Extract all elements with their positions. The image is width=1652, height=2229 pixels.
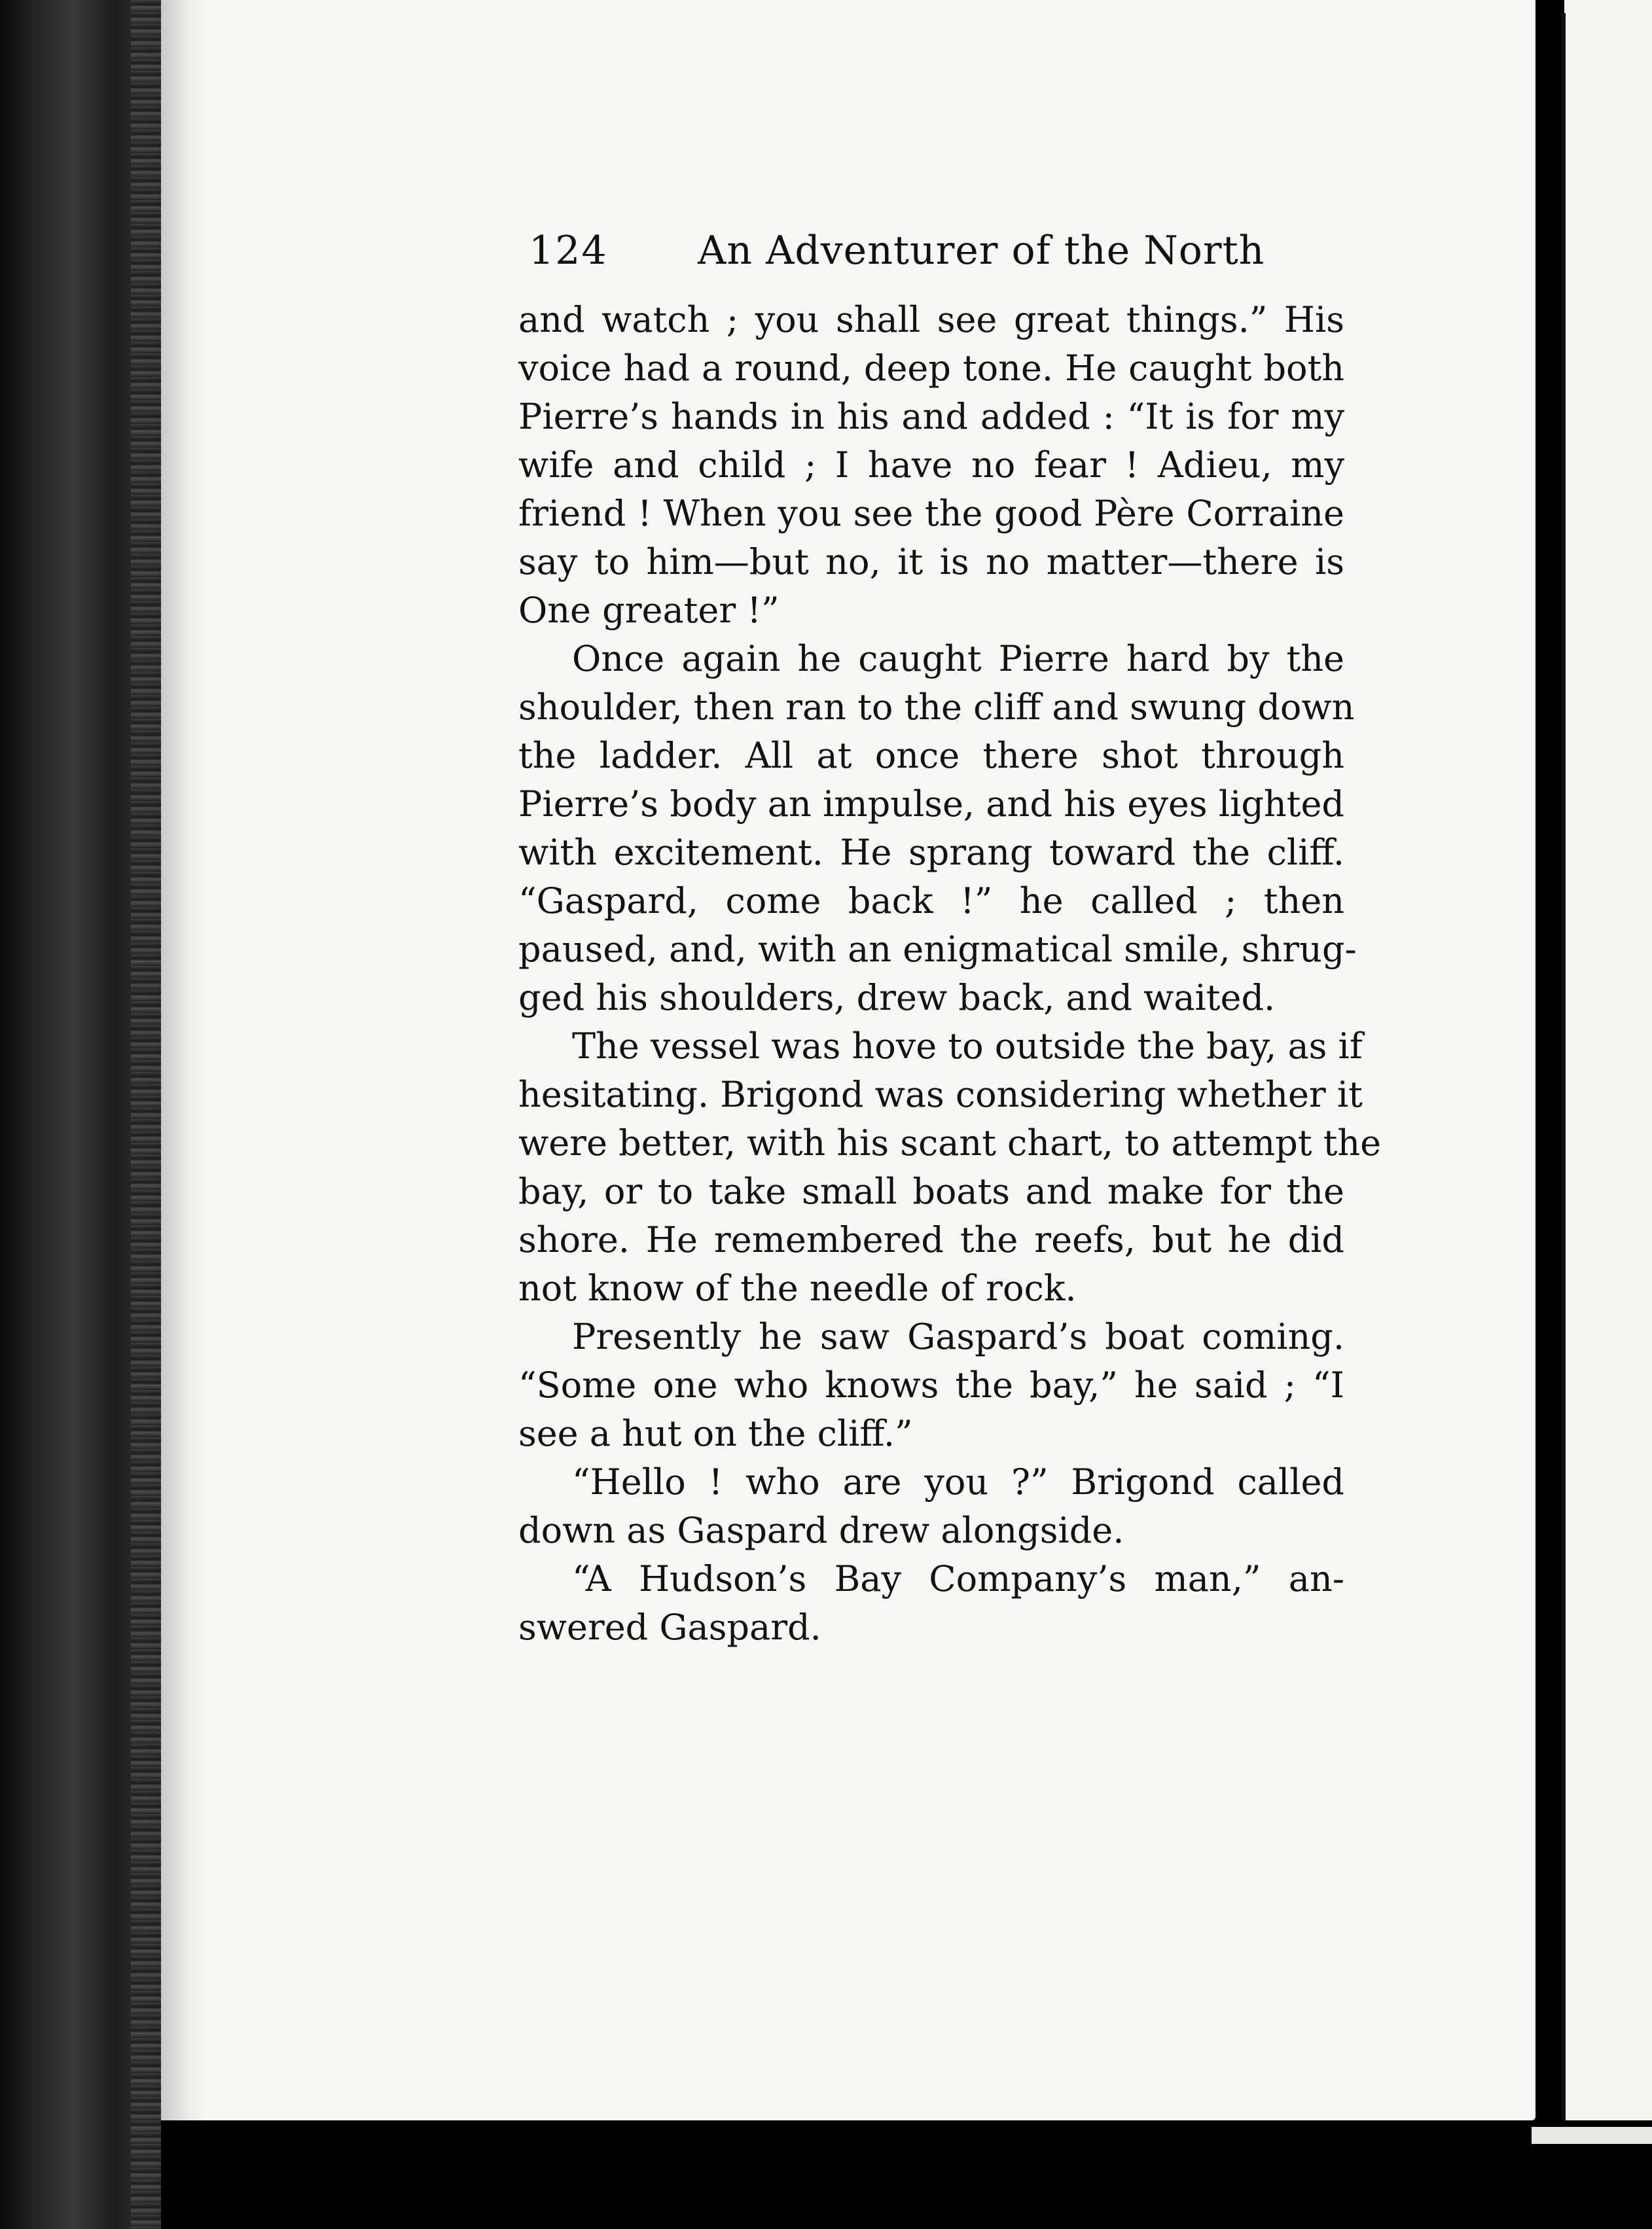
text-line: hesitating. Brigond was considering whether it — [518, 1074, 1363, 1115]
body-text — [518, 296, 1382, 1652]
text-line: not know of the needle of rock. — [518, 1268, 1077, 1309]
text-line: and watch ; you shall see great things.” His — [518, 299, 1344, 340]
running-header — [529, 223, 1347, 281]
text-line: were better, with his scant chart, to attempt the — [518, 1122, 1382, 1164]
page-divider — [1562, 13, 1566, 2140]
page-number: 124 — [529, 228, 608, 274]
text-line: the ladder. All at once there shot through — [518, 735, 1344, 776]
text-line: “Hello ! who are you ?” Brigond called — [572, 1461, 1344, 1503]
paragraph — [518, 296, 1344, 635]
text-line: wife and child ; I have no fear ! Adieu, my — [518, 444, 1344, 486]
paragraph — [518, 635, 1357, 1022]
text-line: ged his shoulders, drew back, and waited. — [518, 977, 1276, 1018]
text-line: Pierre’s body an impulse, and his eyes lighted — [518, 783, 1344, 825]
text-line: “Gaspard, come back !” he called ; then — [518, 880, 1344, 921]
text-line: Once again he caught Pierre hard by the — [572, 638, 1344, 679]
text-line: paused, and, with an enigmatical smile, shrug- — [518, 929, 1357, 970]
paragraph — [518, 1458, 1344, 1555]
text-line: Pierre’s hands in his and added : “It is for my — [518, 396, 1344, 437]
text-line: friend ! When you see the good Père Corraine — [518, 493, 1344, 534]
paragraph — [518, 1555, 1344, 1652]
facing-page-edge — [1564, 0, 1652, 2147]
text-line: bay, or to take small boats and make for the — [518, 1171, 1344, 1212]
text-line: say to him—but no, it is no matter—there is — [518, 541, 1344, 582]
page-edges — [131, 0, 162, 2229]
text-line: The vessel was hove to outside the bay, as if — [572, 1025, 1363, 1067]
scan-background — [161, 2120, 1652, 2229]
gutter-shadow — [161, 0, 207, 2120]
text-line: with excitement. He sprang toward the cliff. — [518, 832, 1344, 873]
page-bottom-edge — [1532, 2127, 1652, 2144]
text-line: Presently he saw Gaspard’s boat coming. — [572, 1316, 1344, 1357]
text-line: “Some one who knows the bay,” he said ; “I — [518, 1364, 1344, 1406]
text-line: shoulder, then ran to the cliff and swung down — [518, 687, 1355, 728]
text-line: shore. He remembered the reefs, but he did — [518, 1219, 1344, 1260]
paragraph — [518, 1313, 1344, 1458]
running-title: An Adventurer of the North — [698, 228, 1265, 274]
paragraph — [518, 1022, 1382, 1313]
text-line: down as Gaspard drew alongside. — [518, 1510, 1124, 1551]
text-line: One greater !” — [518, 590, 780, 631]
text-line: swered Gaspard. — [518, 1607, 821, 1648]
text-line: “A Hudson’s Bay Company’s man,” an- — [572, 1558, 1344, 1599]
text-line: see a hut on the cliff.” — [518, 1413, 913, 1454]
text-line: voice had a round, deep tone. He caught both — [518, 348, 1344, 389]
